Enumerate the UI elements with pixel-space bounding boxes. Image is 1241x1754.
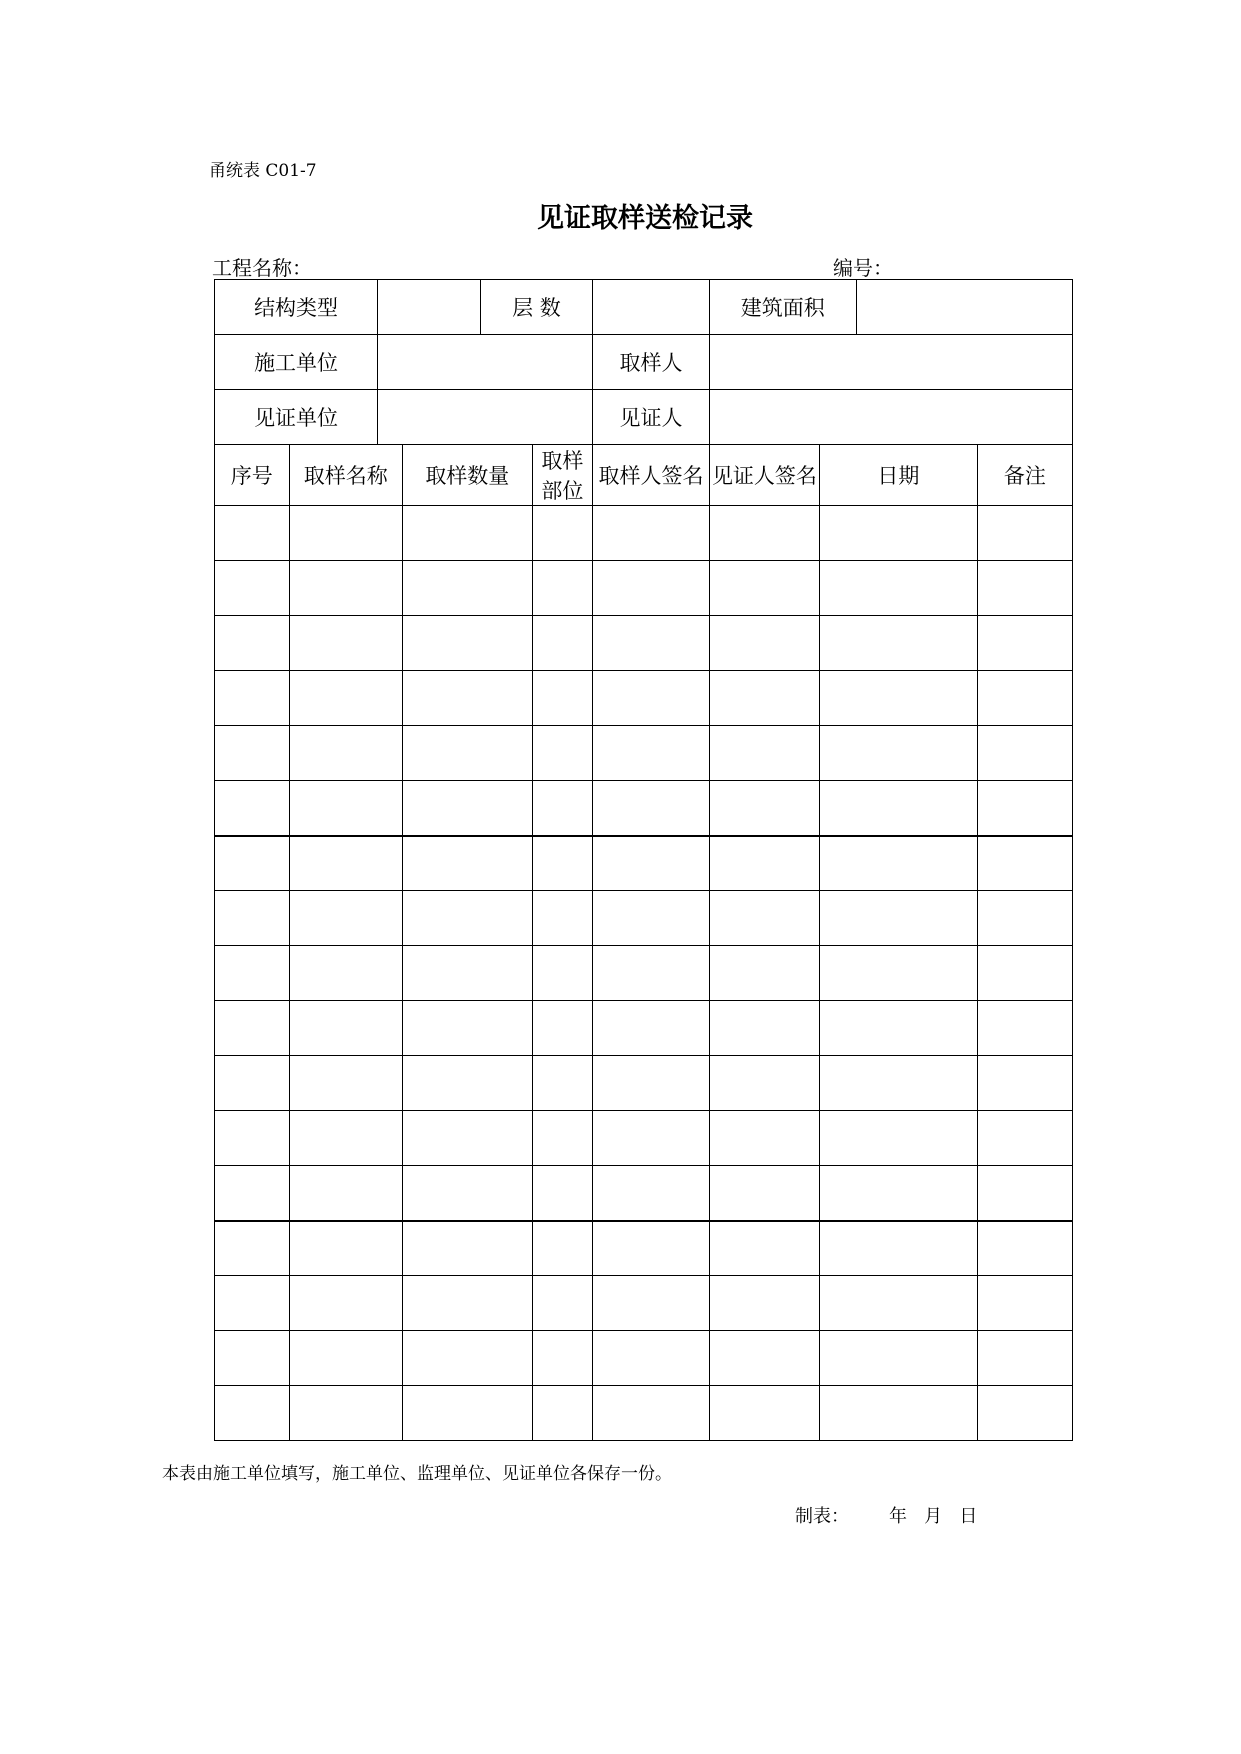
table-cell[interactable] — [289, 946, 402, 1001]
table-cell[interactable] — [977, 1386, 1072, 1441]
structure-type-label: 结构类型 — [215, 280, 378, 335]
table-cell[interactable] — [977, 726, 1072, 781]
table-cell[interactable] — [820, 726, 978, 781]
table-row — [215, 1056, 1073, 1111]
table-cell[interactable] — [977, 1111, 1072, 1166]
table-cell[interactable] — [289, 891, 402, 946]
table-cell[interactable] — [709, 1166, 819, 1221]
table-cell[interactable] — [289, 506, 402, 561]
table-cell[interactable] — [820, 781, 978, 836]
table-cell[interactable] — [215, 616, 290, 671]
table-row — [215, 1111, 1073, 1166]
table-cell[interactable] — [532, 561, 593, 616]
table-cell[interactable] — [593, 946, 710, 1001]
table-row — [215, 506, 1073, 561]
table-cell[interactable] — [593, 671, 710, 726]
column-header: 备注 — [977, 445, 1072, 506]
table-cell[interactable] — [402, 1166, 532, 1221]
table-cell[interactable] — [977, 671, 1072, 726]
table-cell[interactable] — [289, 1221, 402, 1276]
table-cell[interactable] — [593, 506, 710, 561]
table-cell[interactable] — [709, 946, 819, 1001]
table-cell[interactable] — [215, 1056, 290, 1111]
table-cell[interactable] — [593, 1221, 710, 1276]
table-cell[interactable] — [215, 836, 290, 891]
table-cell[interactable] — [215, 671, 290, 726]
table-cell[interactable] — [402, 1276, 532, 1331]
table-cell[interactable] — [593, 1111, 710, 1166]
table-cell[interactable] — [532, 1386, 593, 1441]
witness-value[interactable] — [709, 390, 1072, 445]
table-cell[interactable] — [820, 1276, 978, 1331]
table-cell[interactable] — [215, 1111, 290, 1166]
table-row — [215, 671, 1073, 726]
table-cell[interactable] — [532, 616, 593, 671]
table-cell[interactable] — [402, 1331, 532, 1386]
table-cell[interactable] — [289, 1056, 402, 1111]
table-cell[interactable] — [820, 1331, 978, 1386]
table-cell[interactable] — [820, 506, 978, 561]
table-cell[interactable] — [820, 1221, 978, 1276]
project-name-label: 工程名称： — [212, 256, 312, 280]
table-cell[interactable] — [215, 1276, 290, 1331]
table-cell[interactable] — [820, 561, 978, 616]
footnote: 本表由施工单位填写，施工单位、监理单位、见证单位各保存一份。 — [162, 1464, 672, 1484]
table-cell[interactable] — [977, 1166, 1072, 1221]
table-cell[interactable] — [593, 561, 710, 616]
table-cell[interactable] — [289, 1166, 402, 1221]
column-header: 取样数量 — [402, 445, 532, 506]
record-number-label: 编号： — [833, 256, 893, 280]
table-cell[interactable] — [593, 1386, 710, 1441]
table-cell[interactable] — [215, 726, 290, 781]
table-row — [215, 616, 1073, 671]
table-cell[interactable] — [289, 1111, 402, 1166]
table-cell[interactable] — [402, 561, 532, 616]
witness-unit-value[interactable] — [378, 390, 593, 445]
table-cell[interactable] — [709, 1331, 819, 1386]
table-cell[interactable] — [289, 1331, 402, 1386]
table-cell[interactable] — [709, 1276, 819, 1331]
table-cell[interactable] — [709, 891, 819, 946]
table-cell[interactable] — [532, 1276, 593, 1331]
table-cell[interactable] — [402, 671, 532, 726]
table-cell[interactable] — [977, 836, 1072, 891]
table-cell[interactable] — [402, 1111, 532, 1166]
table-cell[interactable] — [402, 836, 532, 891]
table-cell[interactable] — [820, 836, 978, 891]
table-cell[interactable] — [709, 561, 819, 616]
table-cell[interactable] — [593, 891, 710, 946]
table-cell[interactable] — [532, 506, 593, 561]
construction-unit-value[interactable] — [378, 335, 593, 390]
table-cell[interactable] — [402, 781, 532, 836]
structure-type-value[interactable] — [378, 280, 481, 335]
table-cell[interactable] — [709, 1056, 819, 1111]
table-cell[interactable] — [289, 726, 402, 781]
table-row — [215, 1166, 1073, 1221]
table-cell[interactable] — [532, 1001, 593, 1056]
table-cell[interactable] — [402, 1221, 532, 1276]
table-cell[interactable] — [215, 946, 290, 1001]
table-cell[interactable] — [532, 1331, 593, 1386]
column-header: 取样名称 — [289, 445, 402, 506]
table-cell[interactable] — [593, 1276, 710, 1331]
table-cell[interactable] — [593, 1001, 710, 1056]
witness-unit-label: 见证单位 — [215, 390, 378, 445]
table-cell[interactable] — [532, 1056, 593, 1111]
table-row — [215, 1331, 1073, 1386]
table-cell[interactable] — [977, 1331, 1072, 1386]
table-cell[interactable] — [532, 671, 593, 726]
table-cell[interactable] — [532, 1111, 593, 1166]
table-row — [215, 726, 1073, 781]
table-row — [215, 561, 1073, 616]
table-cell[interactable] — [820, 891, 978, 946]
building-area-label: 建筑面积 — [709, 280, 856, 335]
table-cell[interactable] — [977, 781, 1072, 836]
table-cell[interactable] — [532, 1221, 593, 1276]
table-cell[interactable] — [977, 1056, 1072, 1111]
column-header: 日期 — [820, 445, 978, 506]
table-cell[interactable] — [820, 1386, 978, 1441]
table-cell[interactable] — [402, 1001, 532, 1056]
building-area-value[interactable] — [856, 280, 1072, 335]
table-cell[interactable] — [215, 891, 290, 946]
table-cell[interactable] — [532, 946, 593, 1001]
table-cell[interactable] — [289, 781, 402, 836]
table-cell[interactable] — [289, 1276, 402, 1331]
table-cell[interactable] — [532, 891, 593, 946]
column-header: 见证人签名 — [709, 445, 819, 506]
table-cell[interactable] — [820, 671, 978, 726]
table-cell[interactable] — [215, 1386, 290, 1441]
table-cell[interactable] — [532, 836, 593, 891]
table-cell[interactable] — [709, 1001, 819, 1056]
table-cell[interactable] — [402, 1386, 532, 1441]
table-cell[interactable] — [215, 506, 290, 561]
table-cell[interactable] — [289, 1001, 402, 1056]
table-cell[interactable] — [215, 1221, 290, 1276]
record-table — [214, 279, 1073, 1441]
table-cell[interactable] — [593, 726, 710, 781]
table-cell[interactable] — [402, 891, 532, 946]
table-row — [215, 781, 1073, 836]
maker-label: 制表： — [795, 1506, 849, 1527]
table-cell[interactable] — [402, 1056, 532, 1111]
table-cell[interactable] — [215, 781, 290, 836]
table-cell[interactable] — [402, 616, 532, 671]
table-cell[interactable] — [215, 1166, 290, 1221]
table-cell[interactable] — [820, 1166, 978, 1221]
table-cell[interactable] — [977, 506, 1072, 561]
table-row — [215, 946, 1073, 1001]
sampler-label: 取样人 — [593, 335, 710, 390]
table-cell[interactable] — [593, 836, 710, 891]
table-row — [215, 1386, 1073, 1441]
table-cell[interactable] — [532, 1166, 593, 1221]
table-cell[interactable] — [402, 726, 532, 781]
table-cell[interactable] — [977, 1001, 1072, 1056]
table-cell[interactable] — [593, 616, 710, 671]
table-cell[interactable] — [593, 1166, 710, 1221]
table-cell[interactable] — [709, 506, 819, 561]
table-cell[interactable] — [402, 506, 532, 561]
table-row — [215, 1001, 1073, 1056]
table-cell[interactable] — [289, 671, 402, 726]
floors-label: 层 数 — [480, 280, 592, 335]
table-cell[interactable] — [709, 671, 819, 726]
table-cell[interactable] — [402, 946, 532, 1001]
table-cell[interactable] — [532, 726, 593, 781]
table-cell[interactable] — [709, 1386, 819, 1441]
table-row — [215, 1221, 1073, 1276]
table-cell[interactable] — [289, 561, 402, 616]
form-code: 甬统表 C01-7 — [209, 161, 317, 181]
floors-value[interactable] — [593, 280, 710, 335]
table-cell[interactable] — [977, 561, 1072, 616]
table-cell[interactable] — [709, 726, 819, 781]
table-cell[interactable] — [215, 1331, 290, 1386]
table-cell[interactable] — [977, 616, 1072, 671]
table-cell[interactable] — [977, 1221, 1072, 1276]
table-row — [215, 1276, 1073, 1331]
column-header: 取样部位 — [532, 445, 593, 506]
column-header: 取样人签名 — [593, 445, 710, 506]
table-cell[interactable] — [977, 1276, 1072, 1331]
table-cell[interactable] — [709, 1111, 819, 1166]
table-cell[interactable] — [709, 616, 819, 671]
column-header: 序号 — [215, 445, 290, 506]
witness-label: 见证人 — [593, 390, 710, 445]
table-cell[interactable] — [289, 836, 402, 891]
table-cell[interactable] — [532, 781, 593, 836]
table-cell[interactable] — [593, 1331, 710, 1386]
table-cell[interactable] — [820, 1056, 978, 1111]
table-cell[interactable] — [820, 946, 978, 1001]
table-cell[interactable] — [977, 891, 1072, 946]
table-cell[interactable] — [289, 616, 402, 671]
table-cell[interactable] — [215, 561, 290, 616]
table-cell[interactable] — [820, 616, 978, 671]
page-title: 见证取样送检记录 — [537, 203, 753, 234]
table-cell[interactable] — [820, 1111, 978, 1166]
table-cell[interactable] — [215, 1001, 290, 1056]
table-cell[interactable] — [709, 1221, 819, 1276]
date-label: 年 月 日 — [889, 1506, 978, 1527]
table-cell[interactable] — [593, 1056, 710, 1111]
table-cell[interactable] — [289, 1386, 402, 1441]
table-row — [215, 836, 1073, 891]
table-cell[interactable] — [593, 781, 710, 836]
table-row — [215, 891, 1073, 946]
table-cell[interactable] — [709, 836, 819, 891]
construction-unit-label: 施工单位 — [215, 335, 378, 390]
table-cell[interactable] — [820, 1001, 978, 1056]
sampler-value[interactable] — [709, 335, 1072, 390]
table-cell[interactable] — [977, 946, 1072, 1001]
table-cell[interactable] — [709, 781, 819, 836]
